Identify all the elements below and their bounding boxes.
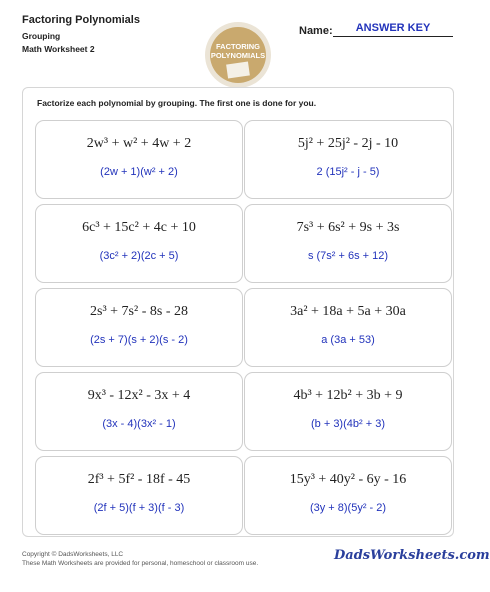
- problem-expression: 2f³ + 5f² - 18f - 45: [87, 472, 191, 487]
- problem-card: [244, 372, 452, 451]
- logo-text: FACTORING POLYNOMIALS: [210, 42, 266, 60]
- problem-expression: 7s³ + 6s² + 9s + 3s: [296, 220, 400, 235]
- problem-card: [35, 120, 243, 199]
- usage-note: These Math Worksheets are provided for personal, homeschool or classroom use.: [22, 560, 259, 567]
- problem-sheet: [22, 87, 454, 537]
- worksheet-title: Factoring Polynomials: [22, 14, 140, 26]
- problem-answer: 2 (15j² - j - 5): [316, 166, 380, 178]
- problem-expression: 9x³ - 12x² - 3x + 4: [87, 388, 191, 403]
- problem-expression: 6c³ + 15c² + 4c + 10: [82, 220, 196, 235]
- problem-expression: 3a² + 18a + 5a + 30a: [290, 304, 406, 319]
- problem-card: [244, 204, 452, 283]
- problem-card: [35, 204, 243, 283]
- problem-answer: s (7s² + 6s + 12): [307, 250, 389, 262]
- problem-expression: 4b³ + 12b² + 3b + 9: [293, 388, 403, 403]
- problem-answer: (3y + 8)(5y² - 2): [309, 502, 387, 514]
- problem-answer: (2w + 1)(w² + 2): [100, 166, 178, 178]
- problem-card: [35, 372, 243, 451]
- worksheet-number: Math Worksheet 2: [22, 44, 95, 54]
- problem-answer: (3c² + 2)(2c + 5): [99, 250, 179, 262]
- problem-card: [244, 456, 452, 535]
- brand-logo: DadsWorksheets.com: [334, 548, 490, 563]
- problem-card: [244, 288, 452, 367]
- problem-answer: (2f + 5)(f + 3)(f - 3): [93, 502, 185, 514]
- problem-answer: (b + 3)(4b² + 3): [311, 418, 385, 430]
- name-label: Name:: [299, 25, 333, 37]
- worksheet-header: [22, 14, 140, 56]
- problem-card: [244, 120, 452, 199]
- problem-expression: 2w³ + w² + 4w + 2: [86, 136, 192, 151]
- problem-answer: a (3a + 53): [321, 334, 375, 346]
- worksheet-logo: [205, 22, 271, 88]
- problem-card: [35, 288, 243, 367]
- problem-expression: 5j² + 25j² - 2j - 10: [297, 136, 399, 151]
- paper-icon: [226, 62, 250, 79]
- worksheet-subtitle: Grouping: [22, 31, 61, 41]
- problem-card: [35, 456, 243, 535]
- name-field: ANSWER KEY: [333, 22, 453, 37]
- problem-expression: 2s³ + 7s² - 8s - 28: [90, 304, 188, 319]
- problem-answer: (2s + 7)(s + 2)(s - 2): [90, 334, 188, 346]
- footer: [22, 550, 258, 568]
- problem-expression: 15y³ + 40y² - 6y - 16: [289, 472, 407, 487]
- instructions: Factorize each polynomial by grouping. The first one is done for you.: [37, 98, 317, 108]
- copyright-text: Copyright © DadsWorksheets, LLC: [22, 551, 124, 558]
- problem-answer: (3x - 4)(3x² - 1): [102, 418, 176, 430]
